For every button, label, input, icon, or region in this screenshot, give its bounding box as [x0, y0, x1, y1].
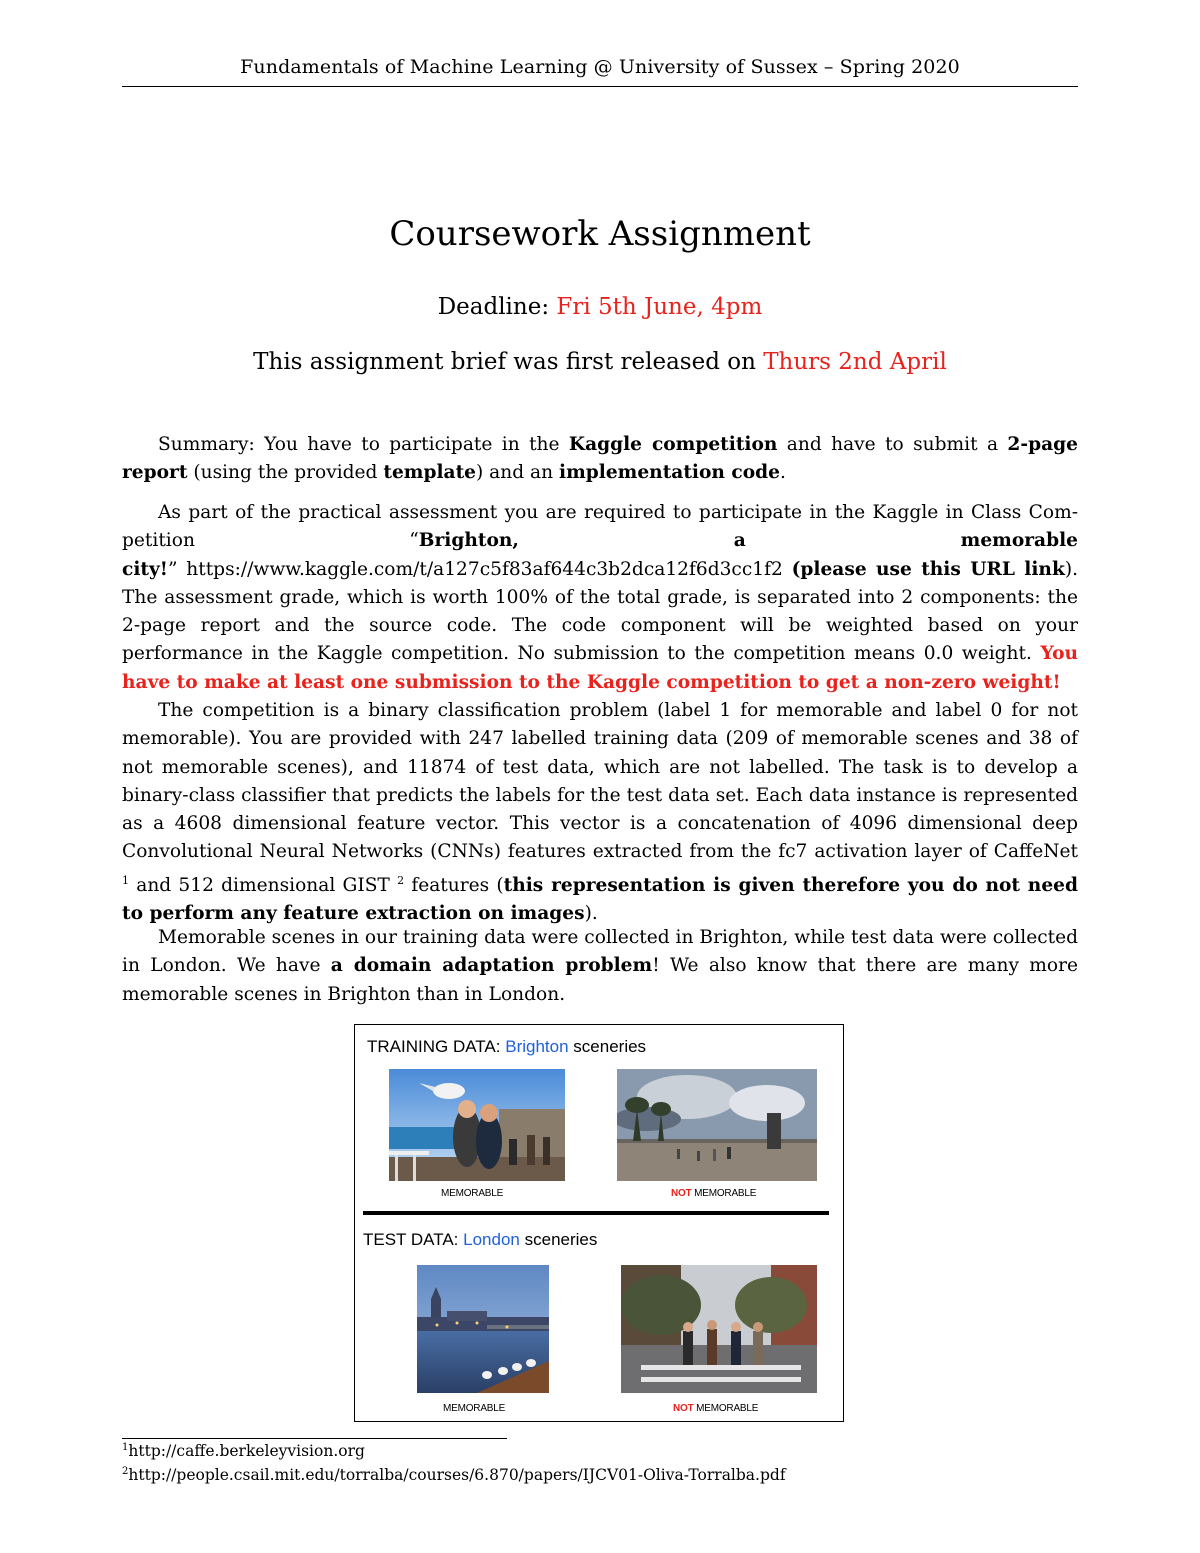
- scenes-figure: [354, 1024, 844, 1422]
- training-prefix: TRAINING DATA:: [367, 1037, 501, 1056]
- summary-code: implementation code: [559, 462, 780, 484]
- brighton-memorable-label: MEMORABLE: [441, 1188, 504, 1199]
- domain-adaptation-note: a domain adaptation problem: [330, 955, 653, 977]
- summary-end: .: [779, 462, 786, 484]
- test-data-title: [363, 1230, 597, 1250]
- london-memorable-photo: [417, 1265, 549, 1393]
- footnote-2: [122, 1466, 786, 1484]
- release-line: [0, 349, 1200, 375]
- footnote-link[interactable]: http://people.csail.mit.edu/torralba/courses/6.870/papers/IJCV01-Oliva-Torralba.pdf: [128, 1466, 786, 1484]
- footnote-rule: [122, 1438, 507, 1439]
- release-text: This assignment brief was first released on: [253, 349, 756, 375]
- not-memorable-rest: MEMORABLE: [694, 1188, 757, 1199]
- summary-kaggle: Kaggle competition: [568, 434, 778, 455]
- summary-template: template: [383, 462, 477, 484]
- assessment-paragraph: [122, 499, 1078, 697]
- test-city: London: [463, 1230, 520, 1249]
- domain-paragraph: [122, 924, 1078, 1009]
- summary-report: 2-page report: [122, 434, 1078, 484]
- assessment-text-2: ). The assessment grade, which is worth 100% of the total grade, is separated into 2 components: the 2-page report and the source code. The code component will be weighted based on your performance in the Kaggle competition. No submission to the competition means 0.0 weight.: [122, 558, 1078, 665]
- training-city: Brighton: [505, 1037, 569, 1056]
- competition-url[interactable]: ” https://www.kaggle.com/t/a127c5f83af644c3b2dca12f6d3cc1f2: [167, 558, 783, 580]
- summary-using: (using the provided: [193, 462, 378, 484]
- problem-text-2: and 512 dimensional GIST: [136, 874, 390, 896]
- document-title: Coursework Assignment: [389, 214, 811, 254]
- running-header: Fundamentals of Machine Learning @ University of Sussex – Spring 2020: [240, 56, 960, 78]
- not-memorable-rest: MEMORABLE: [696, 1403, 759, 1414]
- summary-lead: Summary: You have to participate in the: [158, 434, 560, 455]
- domain-text-2: ! We also know that there are many more memorable scenes in Brighton than in London.: [122, 955, 1078, 1005]
- deadline-line: [0, 294, 1200, 320]
- brighton-not-memorable-photo: [617, 1069, 817, 1181]
- competition-name: Brighton, a memorable city!: [122, 530, 1078, 580]
- footnote-ref-1: 1: [122, 873, 129, 887]
- feature-note: this representation is given therefore you do not need to perform any feature extraction on images: [122, 874, 1078, 925]
- training-suffix: sceneries: [573, 1037, 647, 1056]
- problem-text-3: features (: [411, 874, 504, 896]
- training-data-title: [367, 1037, 646, 1057]
- footnote-mark: 2: [122, 1466, 129, 1477]
- release-date: Thurs 2nd April: [763, 349, 947, 375]
- summary-mid: and have to submit a: [786, 434, 999, 455]
- deadline-value: Fri 5th June, 4pm: [556, 294, 763, 320]
- footnote-1: [122, 1442, 365, 1460]
- test-suffix: sceneries: [524, 1230, 598, 1249]
- not-tag: NOT: [671, 1188, 692, 1199]
- problem-paragraph: [122, 697, 1078, 929]
- london-not-memorable-label: [673, 1403, 758, 1414]
- brighton-not-memorable-label: [671, 1188, 756, 1199]
- london-memorable-label: MEMORABLE: [443, 1403, 506, 1414]
- not-tag: NOT: [673, 1403, 694, 1414]
- figure-divider: [363, 1211, 829, 1215]
- header-rule: [122, 86, 1078, 87]
- summary-and-an: ) and an: [476, 462, 554, 484]
- london-not-memorable-photo: [621, 1265, 817, 1393]
- footnote-link[interactable]: http://caffe.berkeleyvision.org: [128, 1442, 365, 1460]
- deadline-label: Deadline:: [437, 294, 550, 320]
- submission-warning: You have to make at least one submission to the Kaggle competition to get a non-zero weight!: [122, 643, 1079, 693]
- domain-text-1: Memorable scenes in our training data were collected in Brighton, while test data were collected in London. We have: [122, 927, 1078, 977]
- brighton-memorable-photo: [389, 1069, 565, 1181]
- footnote-ref-2: 2: [397, 873, 405, 887]
- test-prefix: TEST DATA:: [363, 1230, 459, 1249]
- url-note: (please use this URL link: [791, 558, 1065, 580]
- problem-text-1: The competition is a binary classification problem (label 1 for memorable and label 0 for not memorable). You are provided with 247 labelled training data (209 of memorable scenes and 38 of not memorable scenes), and 11874 of test data, which are not labelled. The task is to develop a binary-class classifier that predicts the labels for the test data set. Each data instance is represented as a 4608 dimensional feature vector. This vector is a concatenation of 4096 dimensional deep Convolutional Neural Networks (CNNs) features extracted from the fc7 activation layer of CaffeNet: [122, 700, 1078, 863]
- problem-text-4: ).: [584, 903, 598, 925]
- summary-paragraph: [122, 431, 1078, 488]
- assessment-text-1: As part of the practical assessment you are required to participate in the Kaggle in Class Com-petition “: [122, 502, 1078, 552]
- footnote-mark: 1: [122, 1442, 129, 1453]
